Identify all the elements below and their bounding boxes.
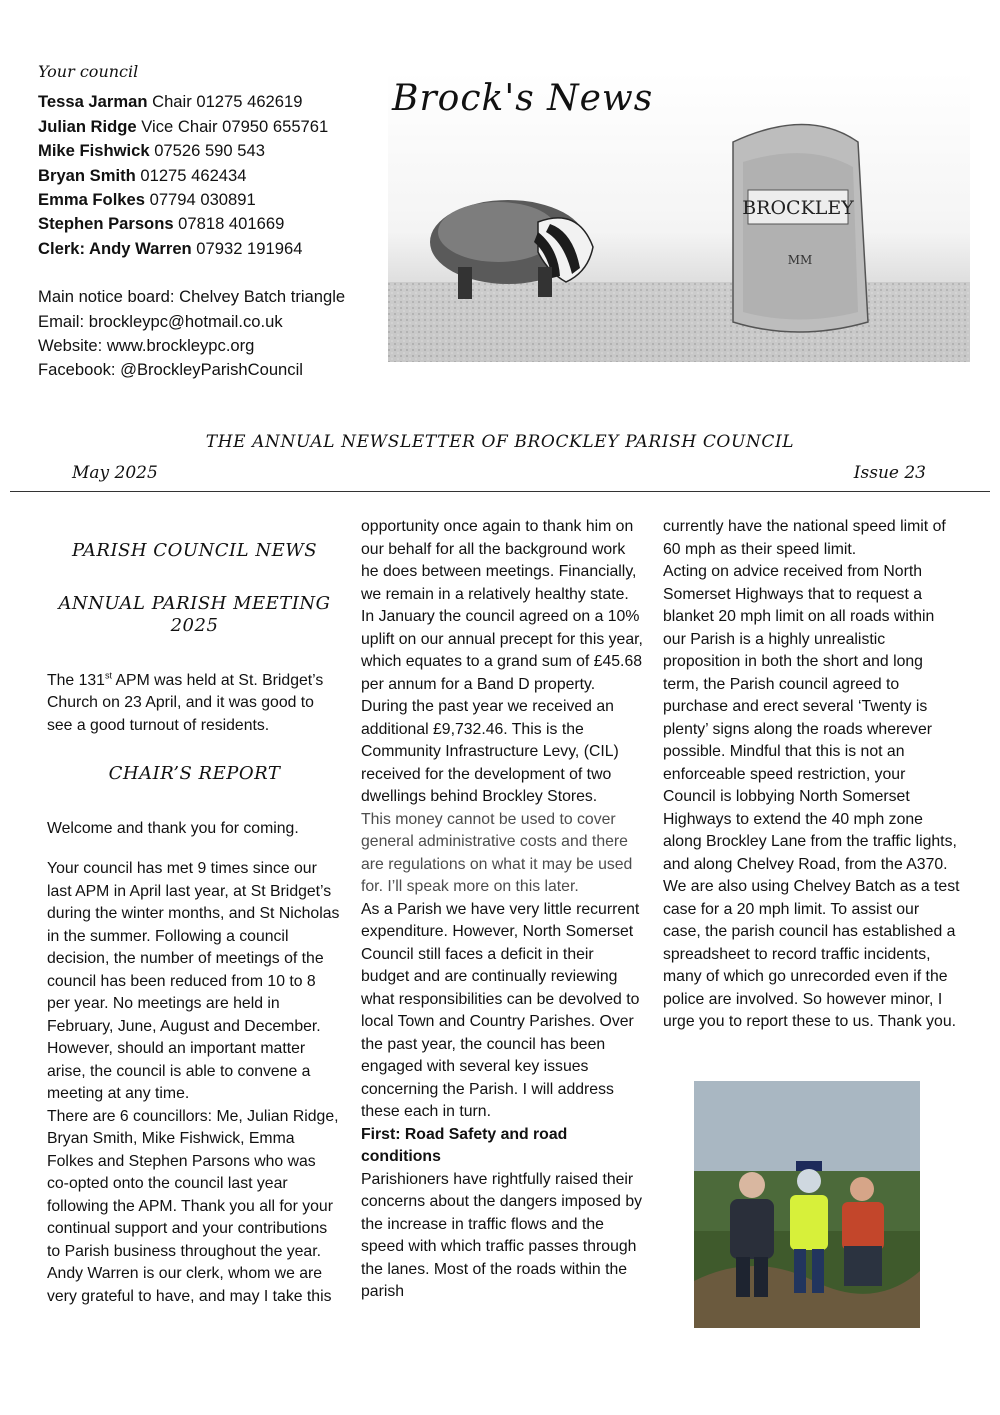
contact-detail: 07526 590 543 [149, 141, 265, 161]
paragraph: As a Parish we have very little recurrent expenditure. However, North Somerset Council still faces a deficit in their budget and are continually reviewing what responsibilities can be devolved to local Town and Country Parishes. Over the past year, the council has been engaged with several key issues concerning the Parish. I will address these each in turn. [361, 900, 640, 1120]
email-text: Email: brockleypc@hotmail.co.uk [38, 311, 283, 331]
contact-row [38, 90, 368, 114]
paragraph: Acting on advice received from North Somerset Highways that to request a blanket 20 mph limit on all roads within our Parish is a highly unrealistic proposition in both the short and long term, the Parish council agreed to purchase and erect several ‘Twenty is plenty’ signs along the roads wherever possible. Mindful that this is not an enforceable speed restriction, your Council is lobbying North Somerset Highways to extend the 40 mph zone along Brockley Lane from the traffic lights, and along Chelvey Road, from the A370. We are also using Chelvey Batch as a test case for a 20 mph limit. To assist our case, the parish council has established a spreadsheet to record traffic incidents, many of which go unrecorded even if the police are involved. So however minor, I urge you to report these to us. Thank you. [663, 563, 960, 1030]
apm-paragraph: The 131st APM was held at St. Bridget’s Church on 23 April, and it was good to see a good turnout of residents. [47, 670, 324, 734]
contact-detail: 07932 191964 [191, 238, 303, 258]
section-heading: CHAIR’S REPORT [108, 763, 281, 784]
section-heading: PARISH COUNCIL NEWS [71, 540, 318, 561]
stone-initials: MM [787, 253, 813, 267]
masthead-title: Brock's News [392, 78, 654, 119]
issue-date: May 2025 [72, 463, 158, 483]
contact-detail: 07794 030891 [144, 190, 256, 210]
contact-row [38, 164, 368, 188]
contact-name: Stephen Parsons [38, 214, 174, 234]
paragraph: opportunity once again to thank him on our behalf for all the background work he does between meetings. Financially, we remain in a relatively healthy state. In January the council agreed on a 10% uplift on our annual precept for this year, which equates to a grand sum of £45.68 per annum for a Band D property. During the past year we received an additional £9,732.46. This is the Community Infrastructure Levy, (CIL) received for the development of two dwellings behind Brockley Stores. [361, 518, 643, 805]
sub-heading: First: Road Safety and road conditions [361, 1125, 568, 1165]
contact-name: Bryan Smith [38, 165, 136, 185]
column-right [663, 516, 961, 1034]
contact-row [38, 115, 368, 139]
contact-name: Julian Ridge [38, 116, 137, 136]
stone-marker-icon [733, 125, 868, 333]
contact-detail: 07818 401669 [173, 214, 285, 234]
paragraph: currently have the national speed limit of 60 mph as their speed limit. [663, 518, 946, 558]
photo-councillors-with-sign [694, 1081, 920, 1328]
contact-detail: Chair 01275 462619 [147, 92, 303, 112]
notice-board-text: Main notice board: Chelvey Batch triangle [38, 287, 346, 307]
column-middle [361, 516, 643, 1304]
contact-name: Tessa Jarman [38, 92, 148, 112]
paragraph: There are 6 councillors: Me, Julian Ridge, Bryan Smith, Mike Fishwick, Emma Folkes and Stephen Parsons who was co-opted onto the council last year following the APM. Thank you all for your continual support and your contributions to Parish business throughout the year. Andy Warren is our clerk, whom we are very grateful to have, and may I take this [47, 1107, 339, 1305]
council-contacts [38, 60, 368, 383]
contact-row [38, 188, 368, 212]
contact-detail: 01275 462434 [135, 165, 247, 185]
stone-text: BROCKLEY [742, 197, 854, 219]
contact-name: Mike Fishwick [38, 141, 150, 161]
contacts-label: Your council [38, 62, 139, 81]
divider [10, 491, 990, 492]
column-left [47, 540, 342, 1308]
paragraph: Your council has met 9 times since our last APM in April last year, at St Bridget’s during the winter months, and St Nicholas in the summer. Following a council decision, the number of meetings of the council has been reduced from 10 to 8 per year. No meetings are held in February, June, August and December. However, should an important matter arise, the council is able to convene a meeting at any time. [47, 860, 340, 1102]
facebook-text: Facebook: @BrockleyParishCouncil [38, 360, 303, 380]
issue-number: Issue 23 [853, 463, 926, 483]
paragraph: This money cannot be used to cover general administrative costs and there are regulations on what it may be used for. I’ll speak more on this later. [361, 810, 633, 895]
contact-detail: Vice Chair 07950 655761 [136, 116, 329, 136]
newsletter-subtitle: THE ANNUAL NEWSLETTER OF BROCKLEY PARISH COUNCIL [205, 432, 795, 452]
contact-row [38, 212, 368, 236]
contact-row [38, 139, 368, 163]
contact-row [38, 237, 368, 261]
photo-image [694, 1081, 920, 1328]
contact-name: Emma Folkes [38, 190, 145, 210]
paragraph: Welcome and thank you for coming. [47, 819, 299, 837]
paragraph: Parishioners have rightfully raised their concerns about the dangers imposed by the increase in traffic flows and the speed with which traffic passes through the lanes. Most of the roads within the parish [361, 1170, 643, 1300]
website-text: Website: www.brockleypc.org [38, 336, 255, 356]
contact-name: Clerk: Andy Warren [38, 238, 192, 258]
section-heading: ANNUAL PARISH MEETING 2025 [58, 592, 331, 636]
